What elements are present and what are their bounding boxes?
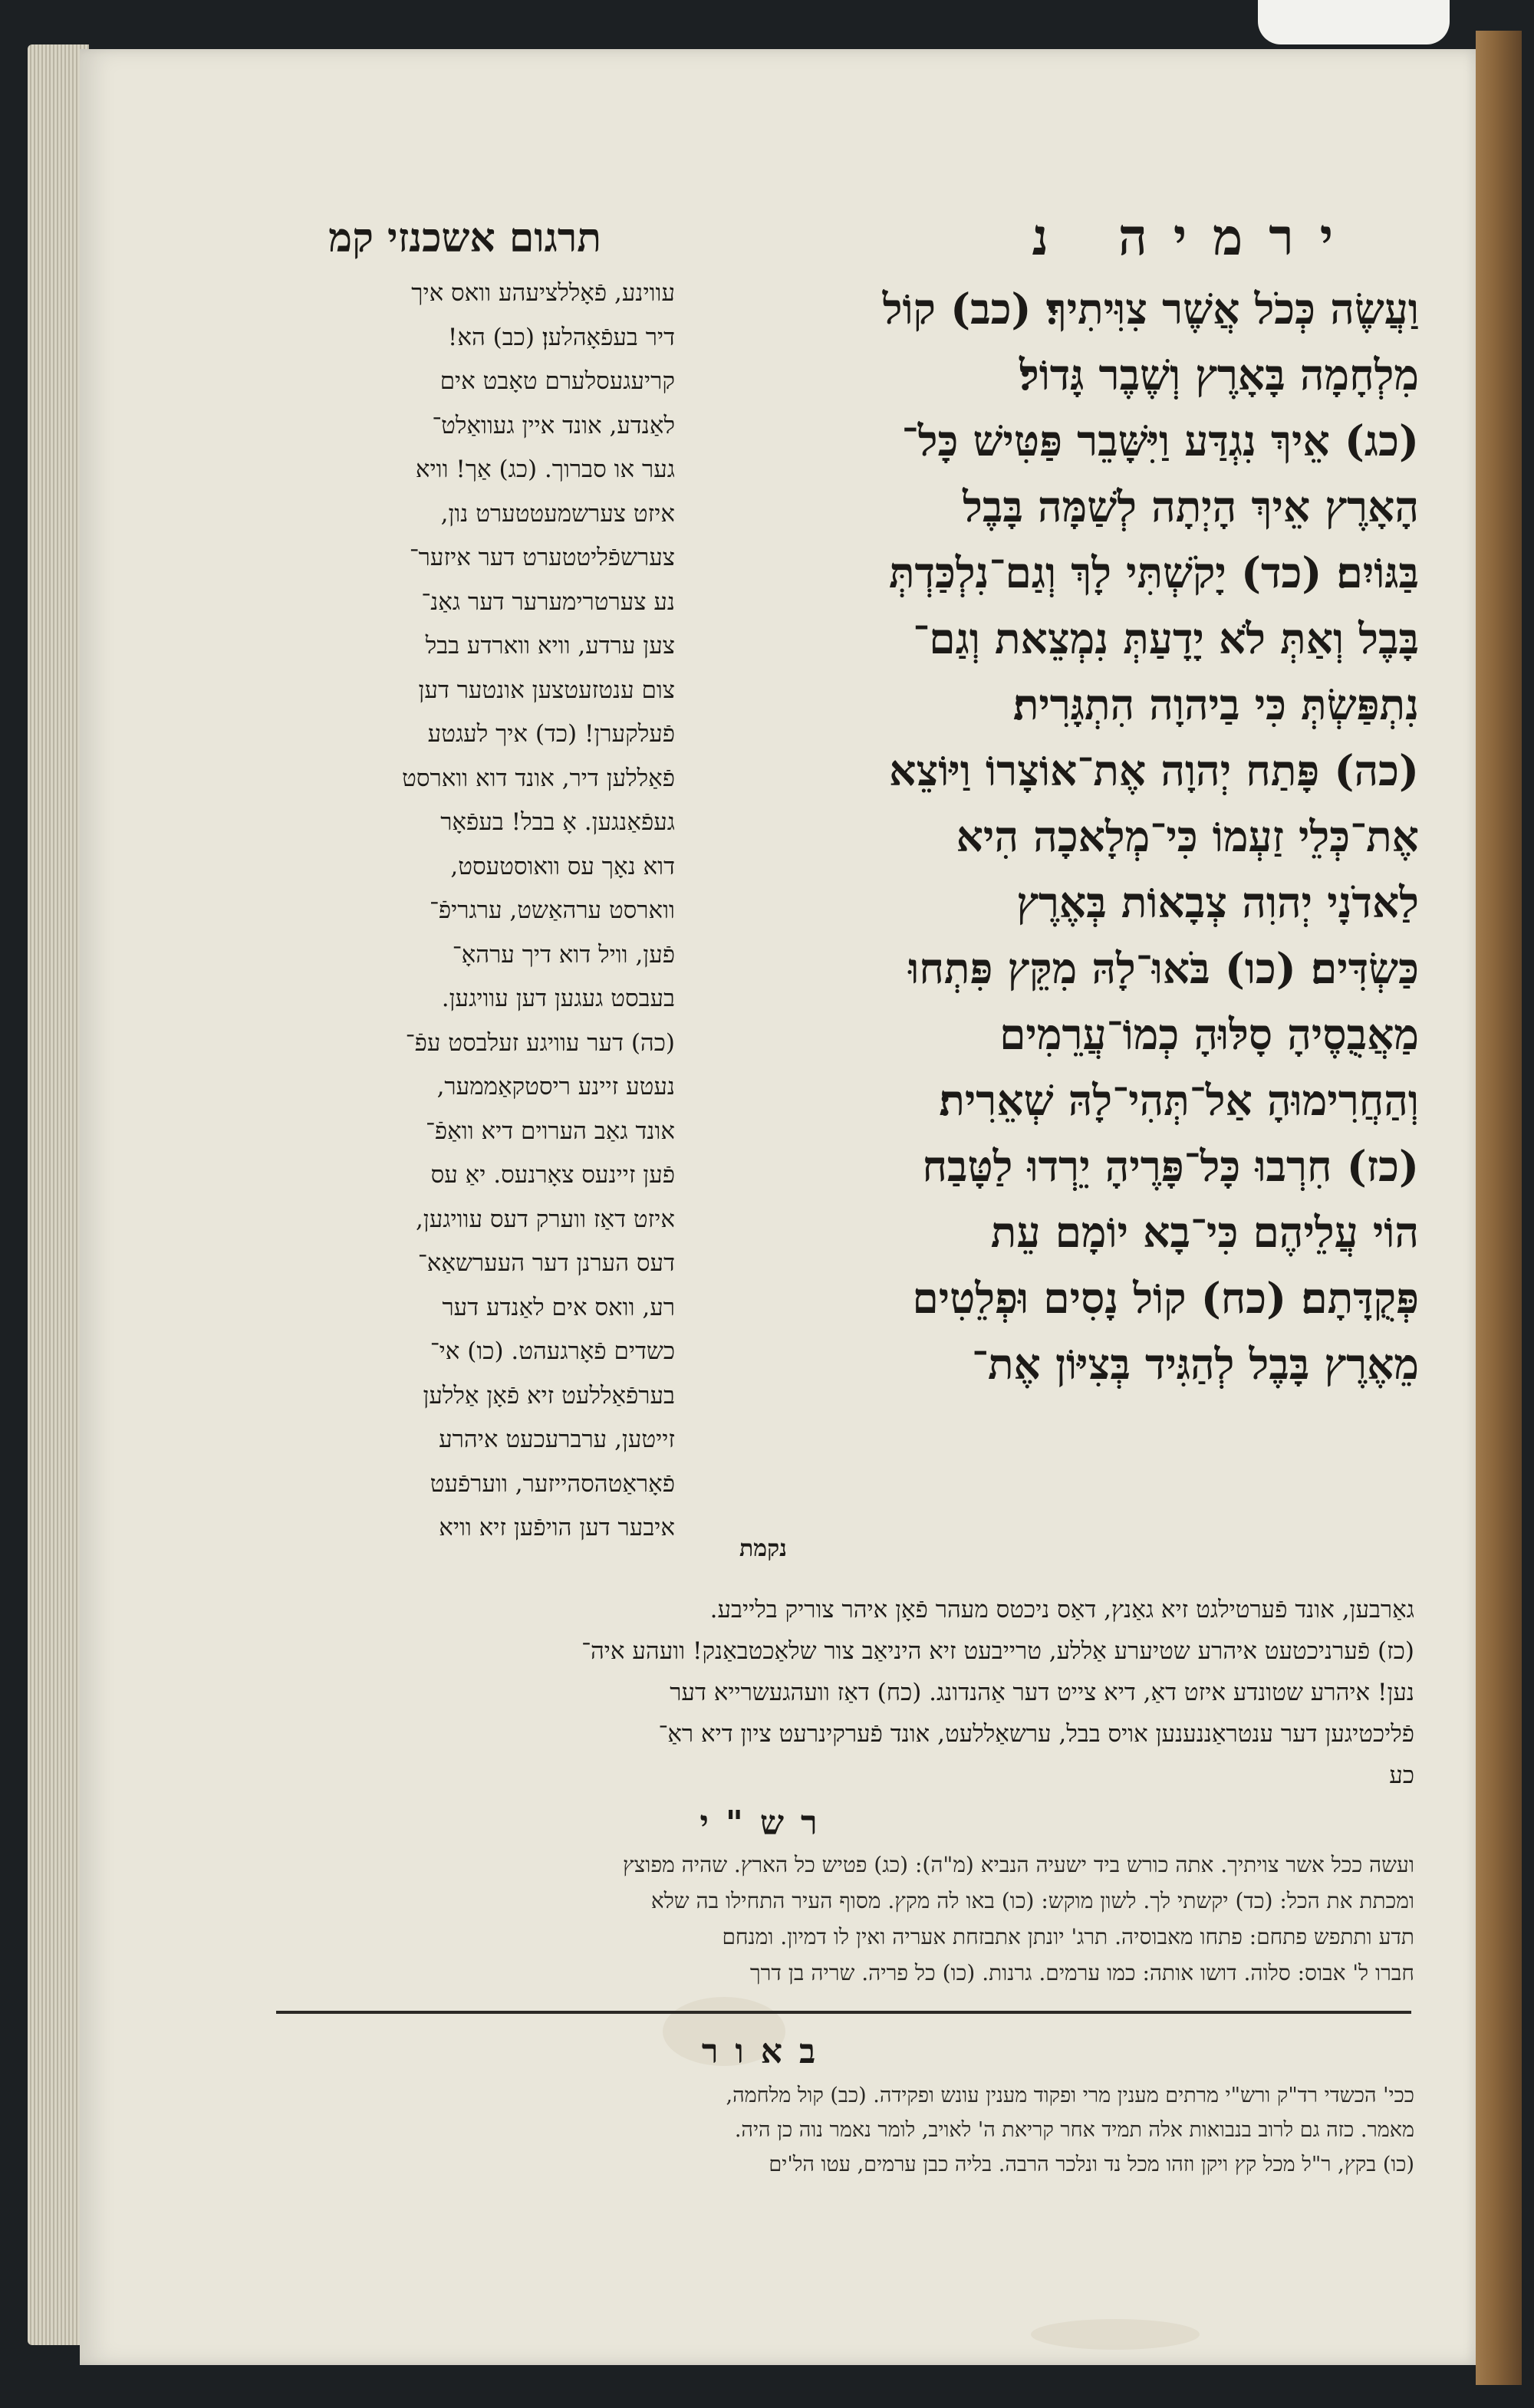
- bible-line: וַעֲשֶׂה כְּכֹל אֲשֶׁר צִוִּיתִיךָ׃ (כב) קוֹל: [882, 284, 1419, 334]
- running-title-book-chapter: ירמיה נ: [1032, 207, 1359, 267]
- rashi-commentary: [245, 1847, 1414, 1991]
- translation-line: פֿאָראַטהסהייזער, ווערפֿעט: [430, 1469, 675, 1498]
- translation-line: בערפֿאַללעט זיא פֿאָן אַללען: [423, 1381, 675, 1410]
- translation-line: איזט דאַז ווערק דעס עוויגען,: [415, 1205, 675, 1233]
- bible-line: אֶת־כְּלֵי זַעְמוֹ כִּי־מְלָאכָה הִיא: [956, 811, 1419, 861]
- bible-line: בָּבֶל וְאַתְּ לֹא יָדָעַתְּ נִמְצֵאת וְגַם־: [913, 614, 1419, 663]
- translation-line: דוא נאָך עס וואוסטעסט,: [450, 852, 675, 880]
- biur-heading: באור: [701, 2032, 833, 2071]
- translation-line: נעטע זיינע ריסטקאַממער,: [436, 1073, 675, 1100]
- translation-line: ווארסט ערהאַשט, ערגריפֿ־: [430, 896, 675, 924]
- bible-line: (כה) פָּתַח יְהוָה אֶת־אוֹצָרוֹ וַיּוֹצֵא: [889, 745, 1419, 795]
- translation-line: צען ערדע, וויא ווארדע בבל: [425, 632, 675, 660]
- translation-line: עווינע, פֿאָללציעהע וואס איך: [411, 279, 675, 307]
- translation-column: [245, 271, 675, 1551]
- bible-line: מַאֲבֻסֶיהָ סָלּוּהָ כְמוֹ־עֲרֵמִים: [999, 1009, 1419, 1059]
- bible-text-column: [644, 276, 1419, 1397]
- translation-line: אונד גאַב הערוים דיא וואַפֿ־: [426, 1117, 675, 1145]
- translation-line: (כז) פֿערניכטעט איהרע שטיערע אַללע, טרייבעט זיא היניאַב צור שלאַכטבאַנק! וועהע איה־: [581, 1637, 1414, 1665]
- translation-line: קריעגעסלערם טאָבט אים: [439, 367, 675, 395]
- translation-line: איזט צערשמעטטערט נון,: [440, 499, 675, 528]
- bible-line: מִלְחָמָה בָּאָרֶץ וְשֶׁבֶר גָּדוֹל׃: [1019, 350, 1419, 400]
- translation-line: צום ענטזעטצען אונטער דען: [418, 676, 675, 704]
- translation-line: בעבסט געגען דען עוויגען.: [441, 985, 675, 1012]
- paper-stain: [1031, 2319, 1200, 2350]
- translation-line: גאַרבען, אונד פֿערטילגט זיא גאַנץ, דאַס ניכטס מעהר פֿאָן איהר צוריק בלייבע.: [709, 1596, 1414, 1623]
- commentary-line: תדע ותתפש פתחם: פתחו מאבוסיה. תרג' יונתן אתבזחת אעריה ואין לו דמיון. ומנחם: [722, 1924, 1414, 1949]
- translation-line: צערשפֿליטטערט דער איזער־: [409, 544, 675, 571]
- commentary-line: (כו) בקץ, ר"ל מכל קץ ויקן וזהו מכל נד ונלכר הרבה. בליה כבן ערמים, עטו הל'ים: [769, 2153, 1414, 2176]
- translation-line: רע, וואס אים לאַנדע דער: [442, 1293, 675, 1321]
- translation-line: (כה) דער עוויגע זעלבסט עפֿ־: [405, 1028, 675, 1057]
- translation-line: כשדים פֿאָרגעהט. (כו) אי־: [430, 1337, 675, 1365]
- running-title-translation: תרגום אשכנזי קמ: [328, 215, 601, 262]
- commentary-line: חברו ל' אבוס: סלוה. דושו אותה: כמו ערמים. גרנות. (כו) כל פריה. שריה בן דרך: [749, 1960, 1414, 1985]
- rashi-heading: רש"י: [700, 1804, 834, 1843]
- translation-line: פֿעלקערן! (כד) איך לעגטע: [427, 720, 675, 748]
- bible-line: הוֹי עֲלֵיהֶם כִּי־בָא יוֹמָם עֵת: [990, 1207, 1419, 1257]
- commentary-line: מאמר. כזה גם לרוב בנבואות אלה תמיד אחר קריאת ה' לאויב, לומר נאמר נוה כן היה.: [734, 2118, 1414, 2142]
- commentary-line: ככי' הכשדי רד"ק ורש"י מרתים מענין מרי ופקוד מענין עונש ופקידה. (כב) קול מלחמה,: [726, 2084, 1414, 2107]
- corner-paper-scrap: [1258, 0, 1450, 44]
- commentary-line: ועשה ככל אשר צויתיך. אתה כורש ביד ישעיה הנביא (מ"ה): (כג) פטיש כל הארץ. שהיה מפוצץ: [623, 1852, 1414, 1877]
- translation-line: דיר בעפֿאָהלען׃ (כב) הא!: [447, 323, 675, 351]
- translation-line: כע: [1389, 1762, 1414, 1789]
- catchword: נקמת: [739, 1535, 787, 1562]
- translation-line: פֿען, וויל דוא דיך ערהאָ־: [452, 940, 675, 969]
- translation-line: געפֿאַנגען. אָ בבל! בעפֿאָר: [440, 808, 675, 836]
- translation-line: פֿען זיינעס צאָרנעס. יאַ עס: [430, 1161, 675, 1189]
- bible-line: מֵאֶרֶץ בָּבֶל לְהַגִּיד בְּצִיּוֹן אֶת־: [971, 1339, 1419, 1389]
- bible-line: בַּגּוֹיִם׃ (כד) יָקֹשְׁתִּי לָךְ וְגַם־נִלְכַּדְתְּ: [888, 548, 1419, 597]
- translation-line: לאַנדע, אונד איין געוואַלט־: [432, 411, 675, 439]
- translation-line: זייטען, ערברעכעט איהרע: [439, 1426, 675, 1453]
- translation-line: דעס הערנן דער העערשאַא־: [417, 1249, 675, 1277]
- commentary-line: ומכתת את הכל: (כד) יקשתי לך. לשון מוקש: (כו) באו לה מקץ. מסוף העיר התחילו בה שלא: [650, 1888, 1414, 1913]
- bible-line: לַאדֹנָי יְהוִה צְבָאוֹת בְּאֶרֶץ: [1016, 877, 1419, 927]
- bible-line: נִתְפַּשְׂתְּ כִּי בַיהוָה הִתְגָּרִית׃: [1012, 679, 1419, 729]
- section-divider: [276, 2011, 1411, 2014]
- translation-continuation: [245, 1589, 1414, 1796]
- bible-line: (כז) חִרְבוּ כָּל־פָּרֶיהָ יֵרְדוּ לַטָּבַח: [922, 1141, 1419, 1191]
- biur-commentary: [245, 2078, 1414, 2182]
- translation-line: גער או סברוך. (כג) אַך! וויא: [415, 456, 675, 483]
- bible-line: פְּקֻדָּתָם׃ (כח) קוֹל נָסִים וּפְלֵטִים: [912, 1273, 1419, 1323]
- bible-line: (כג) אֵיךְ נִגְדַּע וַיִּשָּׁבֵר פַּטִּישׁ כָּל־: [901, 416, 1419, 465]
- translation-line: פֿאַללען דיר, אונד דוא ווארסט: [402, 764, 675, 792]
- translation-line: נען! איהרע שטונדע איזט דאַ, דיא צייט דער אַהנדונג. (כח) דאַז וועהגעשרייא דער: [670, 1679, 1414, 1706]
- bible-line: וְהַחֲרִימוּהָ אַל־תְּהִי־לָהּ שְׁאֵרִית׃: [939, 1075, 1419, 1125]
- translation-line: פֿליכטיגען דער ענטראַננענען אויס בבל, ערשאַללעט, אונד פֿערקינרעט ציון דיא ראַ־: [658, 1720, 1414, 1748]
- translation-line: איבער דען הויפֿען זיא וויא: [439, 1514, 675, 1541]
- translation-line: נע צערטרימערער דער גאַנ־: [421, 587, 675, 616]
- bible-line: כַּשְׂדִּים׃ (כו) בֹּאוּ־לָהּ מִקֵּץ פִּתְחוּ: [908, 943, 1419, 993]
- bible-line: הָאָרֶץ אֵיךְ הָיְתָה לְשַׁמָּה בָּבֶל: [963, 482, 1419, 531]
